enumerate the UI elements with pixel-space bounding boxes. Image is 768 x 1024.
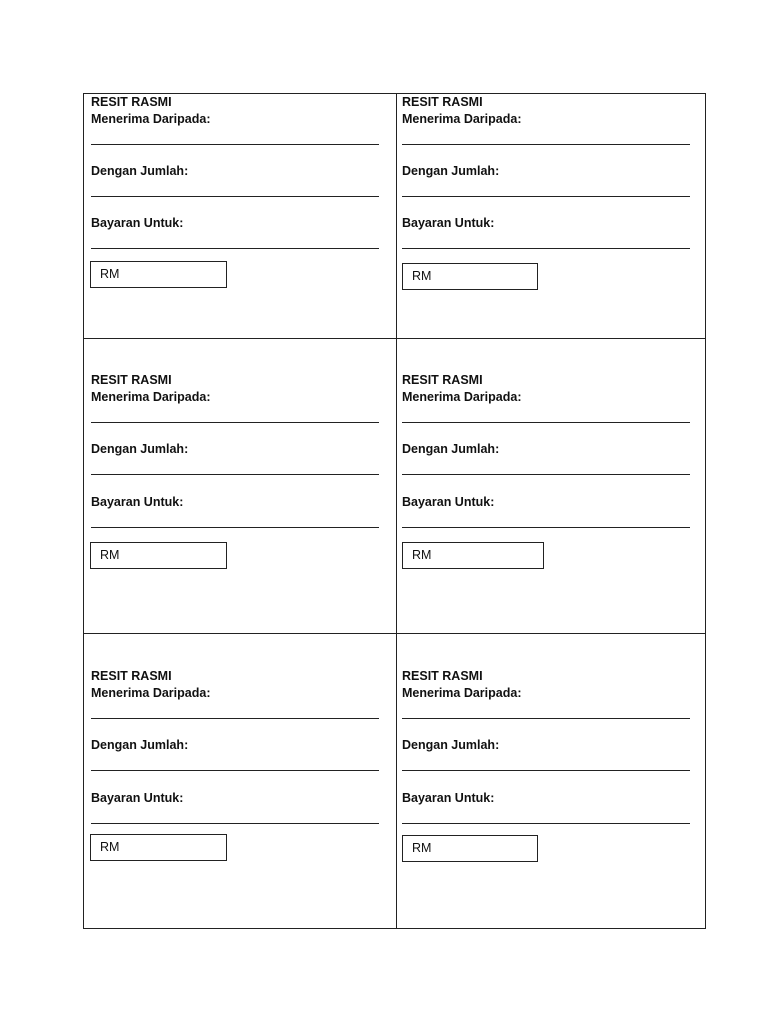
- amount-line[interactable]: [91, 770, 379, 771]
- rm-amount-box[interactable]: RM: [90, 261, 227, 288]
- payment-for-line[interactable]: [91, 248, 379, 249]
- amount-line[interactable]: [91, 474, 379, 475]
- payment-for-line[interactable]: [402, 823, 690, 824]
- received-from-label: Menerima Daripada:: [402, 112, 522, 126]
- receipt-title: RESIT RASMI: [402, 95, 483, 109]
- receipt-title: RESIT RASMI: [91, 95, 172, 109]
- rm-amount-box[interactable]: RM: [90, 834, 227, 861]
- receipt-title: RESIT RASMI: [91, 669, 172, 683]
- received-from-line[interactable]: [402, 144, 690, 145]
- payment-for-line[interactable]: [91, 823, 379, 824]
- received-from-line[interactable]: [91, 422, 379, 423]
- received-from-line[interactable]: [91, 144, 379, 145]
- receipt-card: [397, 339, 706, 633]
- receipt-card: [84, 94, 396, 338]
- receipt-sheet: [83, 93, 706, 929]
- payment-for-line[interactable]: [402, 527, 690, 528]
- receipt-card: [397, 94, 706, 338]
- rm-amount-box[interactable]: RM: [402, 542, 544, 569]
- receipt-title: RESIT RASMI: [402, 669, 483, 683]
- amount-line[interactable]: [402, 770, 690, 771]
- payment-for-label: Bayaran Untuk:: [91, 791, 184, 805]
- amount-line[interactable]: [402, 196, 690, 197]
- rm-amount-box[interactable]: RM: [402, 263, 538, 290]
- payment-for-label: Bayaran Untuk:: [402, 495, 495, 509]
- amount-line[interactable]: [91, 196, 379, 197]
- receipt-card: [84, 634, 396, 928]
- receipt-card: [84, 339, 396, 633]
- receipt-card: [397, 634, 706, 928]
- received-from-line[interactable]: [402, 422, 690, 423]
- payment-for-label: Bayaran Untuk:: [91, 216, 184, 230]
- amount-label: Dengan Jumlah:: [402, 442, 500, 456]
- amount-label: Dengan Jumlah:: [402, 738, 500, 752]
- received-from-label: Menerima Daripada:: [91, 686, 211, 700]
- receipt-title: RESIT RASMI: [91, 373, 172, 387]
- payment-for-label: Bayaran Untuk:: [402, 216, 495, 230]
- received-from-line[interactable]: [402, 718, 690, 719]
- receipt-title: RESIT RASMI: [402, 373, 483, 387]
- received-from-label: Menerima Daripada:: [402, 390, 522, 404]
- received-from-label: Menerima Daripada:: [402, 686, 522, 700]
- amount-label: Dengan Jumlah:: [91, 738, 189, 752]
- rm-amount-box[interactable]: RM: [402, 835, 538, 862]
- payment-for-line[interactable]: [402, 248, 690, 249]
- amount-label: Dengan Jumlah:: [91, 164, 189, 178]
- received-from-label: Menerima Daripada:: [91, 112, 211, 126]
- payment-for-label: Bayaran Untuk:: [402, 791, 495, 805]
- amount-line[interactable]: [402, 474, 690, 475]
- payment-for-label: Bayaran Untuk:: [91, 495, 184, 509]
- payment-for-line[interactable]: [91, 527, 379, 528]
- rm-amount-box[interactable]: RM: [90, 542, 227, 569]
- amount-label: Dengan Jumlah:: [402, 164, 500, 178]
- amount-label: Dengan Jumlah:: [91, 442, 189, 456]
- received-from-label: Menerima Daripada:: [91, 390, 211, 404]
- received-from-line[interactable]: [91, 718, 379, 719]
